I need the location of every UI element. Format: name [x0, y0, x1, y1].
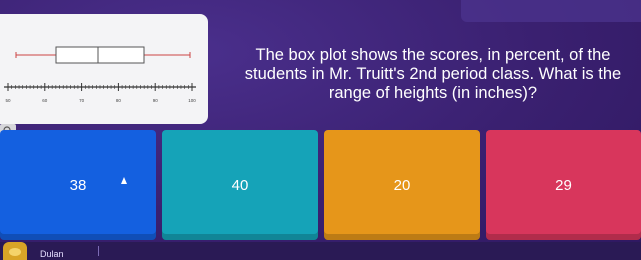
answer-option-1[interactable]	[0, 130, 156, 240]
tick-label: 100	[188, 98, 196, 103]
axis-tick-labels	[5, 98, 196, 103]
answer-option-4[interactable]	[486, 130, 641, 240]
answer-options	[0, 130, 641, 242]
tick-label: 70	[79, 98, 85, 103]
tick-label: 90	[152, 98, 158, 103]
question-image-card[interactable]	[0, 14, 208, 124]
tick-label: 50	[5, 98, 11, 103]
iqr-box	[56, 47, 144, 63]
answer-label: 29	[555, 176, 572, 194]
box-plot	[0, 14, 208, 124]
decorative-tile	[461, 0, 641, 22]
answer-option-2[interactable]	[162, 130, 318, 240]
answer-label: 40	[231, 176, 249, 194]
tick-label: 60	[42, 98, 48, 103]
avatar-icon	[3, 242, 27, 260]
answer-option-3[interactable]	[324, 130, 480, 240]
player-bar	[0, 242, 641, 260]
answer-label: 38	[69, 176, 87, 194]
mouse-cursor-icon	[121, 177, 127, 184]
tick-label: 80	[115, 98, 121, 103]
question-text: The box plot shows the scores, in percent, of the students in Mr. Truitt's 2nd period class. What is the range of heights (in inches)?	[244, 46, 622, 102]
divider	[98, 246, 99, 256]
player-name: Dulan	[40, 249, 64, 259]
answer-label: 20	[393, 176, 411, 194]
